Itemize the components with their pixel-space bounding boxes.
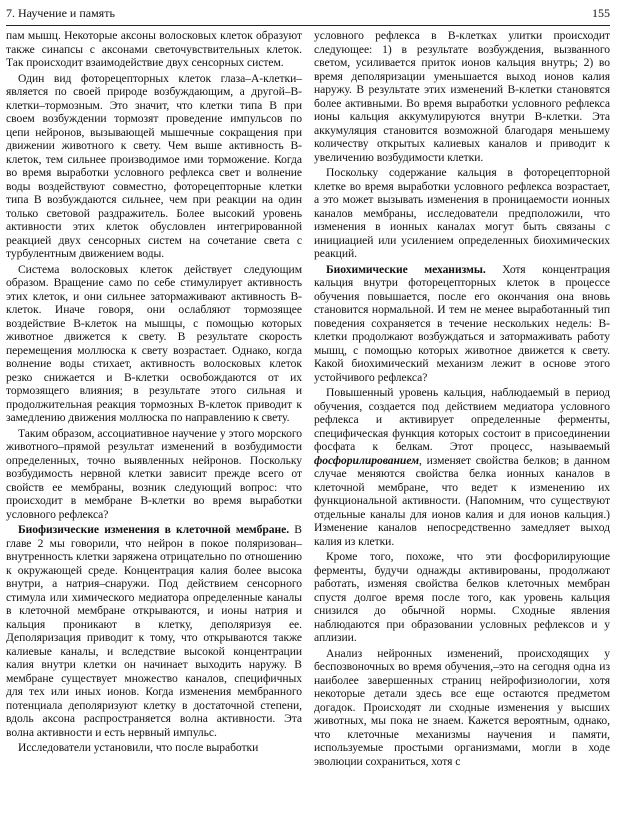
right-paragraph-4: Повышенный уровень кальция, наблюдаемый в период обучения, создается под действием медиатора условного рефлекса и активирует определенные ферменты, специфическая функция которых состоит в присоединении фосфата к белкам. Этот процесс, называемый фосфорилированием, изменяет свойства белков; в данном случае меняются свойства белка ионных каналов в клеточной мембране, что ведет к изменению их функциональной активности. (Напомним, что существуют отдельные каналы для ионов калия и для ионов кальция.) Изменение каналов непосредственно замедляет выход калия из клетки. <box>314 386 610 548</box>
left-paragraph-6: Исследователи установили, что после выработки <box>18 741 259 754</box>
right-paragraph-3: Биохимические механизмы. Хотя концентрация кальция внутри фоторецепторных клеток в процессе обучения повышается, после его окончания она вновь становится нормальной. И тем не менее выработанный тип поведения сохраняется в течение нескольких недель: В-клетки продолжают возбуждаться и затормаживать работу мышц, с помощью которых животное движется к свету. Какой биохимический механизм лежит в основе этого устойчивого рефлекса? <box>314 262 610 384</box>
header-rule <box>6 25 610 26</box>
left-column <box>6 29 302 768</box>
left-paragraph-1: пам мышц. Некоторые аксоны волосковых клеток образуют также синапсы с аксонами светочувствительных клеток. Так происходит взаимодействие двух сенсорных систем. <box>6 29 302 69</box>
right-column <box>314 29 610 768</box>
left-paragraph-3: Система волосковых клеток действует следующим образом. Вращение само по себе стимулирует активность этих клеток, и они сильнее затормаживают активность В-клеток. Иначе говоря, они ослабляют тормозящее воздействие В-клеток на мышцы, с помощью которых животное движется к свету. В результате скорость перемещения моллюска к свету возрастает. Однако, когда волнение воды стихает, активность волосковых клеток резко снижается и В-клетки освобождаются от их тормозящего влияния; в результате этого сильная и продолжительная реакция тормозных В-клеток приводит к замедлению движения моллюска по направлению к свету. <box>6 262 302 424</box>
left-paragraph-4: Таким образом, ассоциативное научение у этого морского животного–прямой результат изменений в возбудимости определенных, точно выявленных нейронов. Поскольку возбудимость нервной клетки зависит прежде всего от свойств ее мембраны, возник следующий вопрос: что происходит в мембране В-клетки во время выработки условного рефлекса? <box>6 426 302 521</box>
right-paragraph-5: Кроме того, похоже, что эти фосфорилирующие ферменты, будучи однажды активированы, продолжают работать, изменяя свойства белков клеточных мембран спустя долгое время после того, как уровень кальция снизился до обычной нормы. Сходные явления наблюдаются при образовании условных рефлексов и у аплизии. <box>314 550 610 644</box>
section-heading-biochemistry: Биохимические механизмы. <box>326 262 486 276</box>
right-paragraph-2: Поскольку содержание кальция в фоторецепторной клетке во время выработки условного рефлекса возрастает, а это может вызывать изменения в проницаемости ионных каналов мембраны, исследователи предположили, что изменения в ионных каналах могут быть связаны с инициацией или усилением определенных биохимических реакций. <box>314 166 610 260</box>
term-phosphorylation: фосфорилированием <box>314 453 420 467</box>
chapter-title: 7. Научение и память <box>6 6 115 20</box>
left-paragraph-5: Биофизические изменения в клеточной мембране. В главе 2 мы говорили, что нейрон в покое поляризован–внутренность клетки заряжена отрицательно по отношению к окружающей среде. Концентрация калия более высока внутри, а натрия–снаружи. Под действием сенсорного стимула или химического медиатора определенные каналы в клеточной мембране открываются, и ионы натрия и кальция проникают в клетку, деполяризуя ее. Деполяризация приводит к тому, что открываются также калиевые каналы, и вследствие высокой концентрации калия внутри клетки он начинает выходить наружу. В мембране существует множество каналов, специфичных для тех или иных ионов. Когда изменения мембранного потенциала деполяризуют клетку в достаточной степени, вдоль аксона распространяется волна активности. Эта волна активности и есть нервный импульс. <box>6 523 302 739</box>
section-heading-biophysics: Биофизические изменения в клеточной мембране. <box>18 523 290 536</box>
right-paragraph-1: условного рефлекса в В-клетках улитки происходит следующее: 1) в результате возбуждения, вызванного светом, усиливается приток ионов кальция внутрь; 2) во время деполяризации уменьшается выход ионов калия наружу. В результате этих изменений В-клетки становятся более активными. Во время выработки условного рефлекса ионы кальция аккумулируются внутри В-клетки. Эта аккумуляция становится возможной благодаря меньшему количеству открытых калиевых каналов и приводит к увеличению возбудимости клетки. <box>314 29 610 164</box>
left-paragraph-2: Один вид фоторецепторных клеток глаза–А-клетки–является по своей природе возбуждающим, а другой–В-клетки–тормозным. Это значит, что клетки типа В при своем возбуждении тормозят проведение импульсов по цепи нейронов, вызывающей мышечные сокращения при движении животного к свету. Чем выше активность В-клеток, тем сильнее производимое ими торможение. Когда во время выработки условного рефлекса свет и волнение воды воздействуют совместно, фоторецепторные клетки типа В возбуждаются сильнее, чем при реакции на один только световой раздражитель. Более высокий уровень активности этих клеток обусловлен интегрированной реакцией двух сенсорных систем на сочетание света с турбулентным движением воды. <box>6 71 302 260</box>
right-paragraph-6: Анализ нейронных изменений, происходящих у беспозвоночных во время обучения,–это на сегодня одна из наиболее завершенных страниц нейрофизиологии, хотя некоторые детали здесь все еще остаются предметом догадок. Происходят ли сходные изменения у высших животных, мы пока не знаем. Кажется вероятным, однако, что клеточные механизмы научения и памяти, используемые простыми организмами, могли в ходе эволюции сохраниться, хотя с <box>314 646 610 768</box>
text-columns <box>6 29 610 768</box>
page-number: 155 <box>592 6 610 20</box>
running-header <box>6 6 610 24</box>
